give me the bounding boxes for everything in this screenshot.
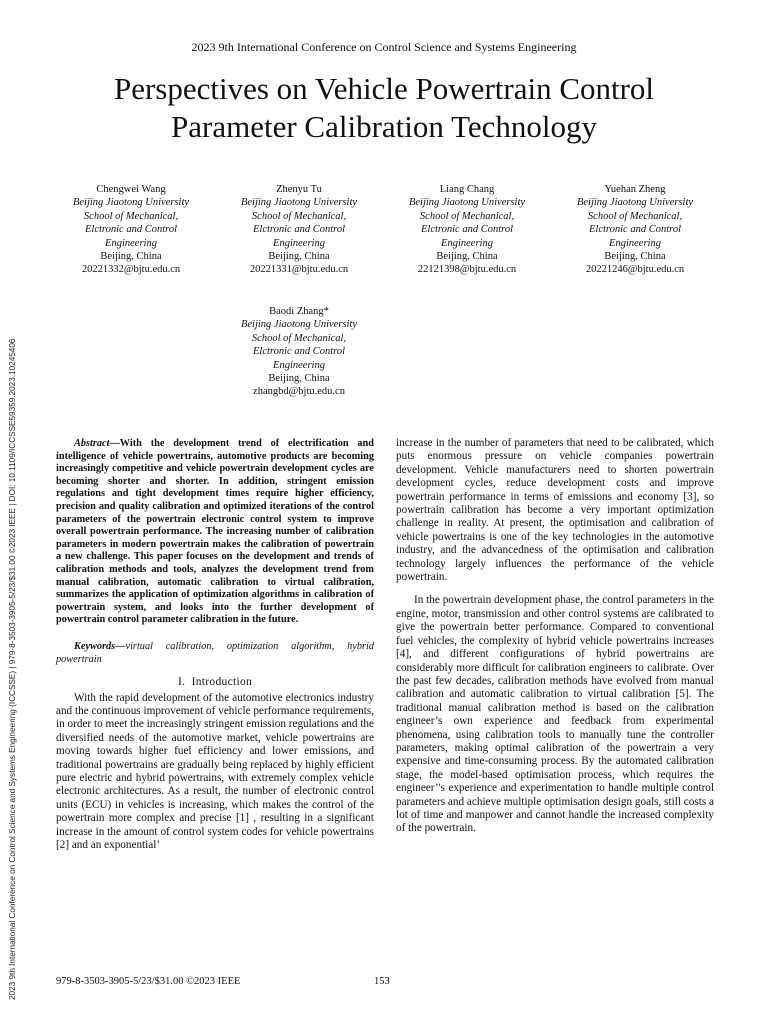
author-location: Beijing, China (436, 251, 498, 263)
conference-header: 2023 9th International Conference on Control Science and Systems Engineering (191, 40, 577, 54)
right-column (396, 437, 714, 836)
author-name: Liang Chang (439, 184, 495, 195)
author-email: zhangbd@bjtu.edu.cn (253, 386, 345, 398)
footer-copyright: 979-8-3503-3905-5/23/$31.00 ©2023 IEEE (56, 976, 241, 987)
section-heading-introduction (56, 676, 374, 689)
section-number: I. (177, 676, 186, 689)
ieee-side-notice: 2023 9th International Conference on Control Science and Systems Engineering (ICCSSE) | 979-8-3503-3905-5/23/$31.00 ©2023 IEEE | DOI: 10.1109/ICCSSE59359.2023.10245406 (8, 338, 17, 1000)
author-university: Beijing Jiaotong University (72, 197, 190, 209)
author-email: 20221246@bjtu.edu.cn (585, 264, 685, 276)
author-school: School of Mechanical, (251, 210, 347, 222)
author-email: 20221332@bjtu.edu.cn (81, 264, 181, 276)
author-university: Beijing Jiaotong University (240, 319, 358, 331)
left-column (56, 438, 374, 852)
abstract (56, 438, 374, 627)
author-university: Beijing Jiaotong University (240, 197, 358, 209)
author-block-5 (224, 305, 374, 399)
author-school: School of Mechanical, (419, 210, 515, 222)
author-name: Chengwei Wang (96, 184, 166, 195)
author-school: School of Mechanical, (587, 210, 683, 222)
author-department-cont: Engineering (105, 237, 157, 249)
author-email: 22121398@bjtu.edu.cn (417, 264, 517, 276)
abstract-text: —With the development trend of electrification and intelligence of vehicle powertrains, automotive products are becoming increasingly competitive and vehicle powertrain development cycles are becoming shorter and shorter. In addition, stringent emission regulations and tight development times require higher efficiency, precision and quality calibration and optimized iterations of the control parameters of the powertrain electronic control system to improve overall powertrain performance. The increasing number of calibration parameters in modern powertrain makes the calibration of powertrain a new challenge. This paper focuses on the development and trends of calibration methods and tools, analyzes the development trend from manual calibration, automatic calibration to virtual calibration, summarizes the application of optimization algorithms in calibration of powertrain system, and looks into the further development of powertrain control parameter calibration in the future. (56, 438, 374, 626)
keywords (56, 641, 374, 666)
author-name: Baodi Zhang* (269, 306, 329, 317)
author-block-3 (392, 183, 542, 277)
intro-paragraph-1: With the rapid development of the automotive electronics industry and the continuous improvement of vehicle performance requirements, in order to meet the increasingly stringent emission regulations and the diversified needs of the automotive market, vehicle powertrains are moving towards higher fuel efficiency and lower emissions, and traditional powertrains are gradually being replaced by highly efficient pure electric and hybrid powertrains, with extremely complex vehicle electronic architectures. As a result, the number of electronic control units (ECU) in vehicles is increasing, which makes the control of the powertrain more complex and precise [1] , resulting in a significant increase in the amount of control system codes for vehicle powertrains [2] and an exponential’ (56, 691, 374, 851)
author-name: Yuehan Zheng (604, 184, 666, 195)
author-location: Beijing, China (100, 251, 162, 263)
author-department: Elctronic and Control (253, 346, 345, 358)
author-school: School of Mechanical, (83, 210, 179, 222)
author-university: Beijing Jiaotong University (576, 197, 694, 209)
title-line-1: Perspectives on Vehicle Powertrain Control (113, 71, 655, 106)
author-department: Elctronic and Control (421, 224, 513, 236)
author-department-cont: Engineering (609, 237, 661, 249)
author-department-cont: Engineering (273, 237, 325, 249)
author-block-2 (224, 183, 374, 277)
author-department: Elctronic and Control (253, 224, 345, 236)
author-school: School of Mechanical, (251, 332, 347, 344)
intro-paragraph-1-continued: increase in the number of parameters that need to be calibrated, which puts enormous pressure on vehicle companies powertrain development. Vehicle manufacturers need to shorten powertrain development cycles, reduce development costs and improve powertrain performance in terms of emissions and economy [3], so powertrain calibration has become a very important optimization challenge in reality. At present, the optimisation and calibration of vehicle powertrains is one of the key technologies in the automotive industry, and the advancedness of the optimisation and calibration technology largely influences the performance of the vehicle powertrain. (396, 437, 714, 584)
author-department: Elctronic and Control (589, 224, 681, 236)
author-block-4 (560, 183, 710, 277)
author-university: Beijing Jiaotong University (408, 197, 526, 209)
author-location: Beijing, China (268, 251, 330, 263)
author-department: Elctronic and Control (85, 224, 177, 236)
author-email: 20221331@bjtu.edu.cn (249, 264, 349, 276)
keywords-text: virtual calibration, optimization algorithm, hybrid powertrain (56, 640, 374, 665)
author-name: Zhenyu Tu (276, 184, 322, 195)
keywords-lead: Keywords— (74, 640, 126, 652)
page-number: 153 (374, 976, 390, 987)
title-line-2: Parameter Calibration Technology (171, 109, 597, 144)
intro-paragraph-2: In the powertrain development phase, the control parameters in the engine, motor, transmission and other control systems are calibrated to give the powertrain better performance. Compared to conventional fuel vehicles, the complexity of hybrid vehicle powertrains increases [4], and different configurations of hybrid powertrains are considerably more difficult for calibration engineers to calibrate. Over the past few decades, calibration methods have evolved from manual calibration and automatic calibration to virtual calibration [5]. The traditional manual calibration method is based on the calibration engineer’s own experience and feedback from experimental phenomena, using calibration tools to manually tune the controller parameters, making optimal calibration of the powertrain a very expensive and time-consuming process. By the automated calibration stage, the model-based optimisation process, which requires the engineer’'s experience and experimentation to handle multiple control parameters and achieve multiple optimisation design goals, still costs a lot of time and manpower and cannot handle the increased complexity of the powertrain. (396, 594, 714, 835)
author-department-cont: Engineering (441, 237, 493, 249)
author-block-1 (56, 183, 206, 277)
author-location: Beijing, China (268, 373, 330, 385)
section-title: Introduction (191, 676, 253, 689)
abstract-lead: Abstract (74, 438, 110, 449)
author-location: Beijing, China (604, 251, 666, 263)
paper-title (40, 70, 728, 146)
author-department-cont: Engineering (273, 359, 325, 371)
